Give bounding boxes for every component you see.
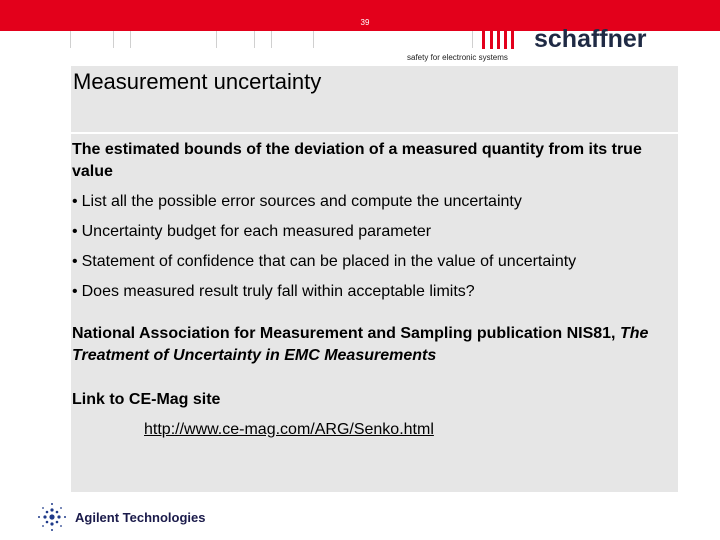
bullet-item: • Uncertainty budget for each measured parameter	[72, 223, 432, 240]
page-number: 39	[360, 18, 370, 27]
bullet-item: • Statement of confidence that can be placed in the value of uncertainty	[72, 253, 577, 270]
header-grid-strip	[70, 31, 473, 48]
slide-title: Measurement uncertainty	[73, 69, 322, 94]
slide-content	[72, 139, 676, 441]
link-heading: Link to CE-Mag site	[72, 391, 221, 408]
definition-text: The estimated bounds of the deviation of a measured quantity from its true value	[72, 141, 642, 180]
bullet-item: • Does measured result truly fall within acceptable limits?	[72, 283, 475, 300]
bullet-item: • List all the possible error sources and compute the uncertainty	[72, 193, 522, 210]
agilent-company-name: Agilent Technologies	[75, 510, 206, 525]
reference-text: National Association for Measurement and Sampling publication NIS81, The Treatment of Uncertainty in EMC Measurements	[72, 325, 649, 364]
tagline: safety for electronic systems	[407, 53, 508, 62]
schaffner-logo-text: schaffner	[534, 27, 647, 51]
ce-mag-link[interactable]: http://www.ce-mag.com/ARG/Senko.html	[144, 421, 434, 438]
agilent-spark-icon	[34, 500, 70, 534]
schaffner-logo	[478, 27, 688, 51]
reference-title: The Treatment of Uncertainty in EMC Measurements	[72, 325, 649, 364]
